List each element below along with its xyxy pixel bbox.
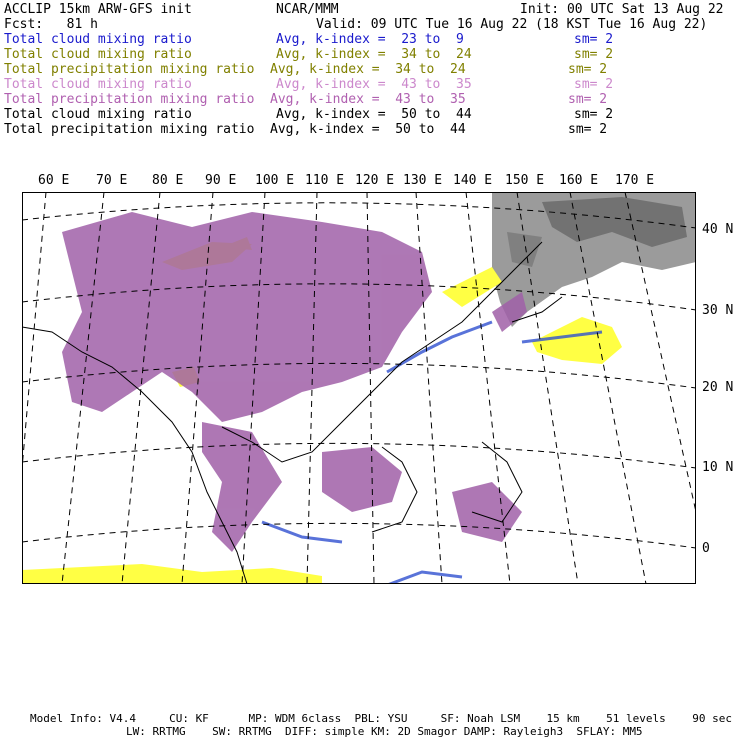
field-avg: Avg, k-index = 34 to 24 [270, 62, 466, 77]
lon-label: 170 E [615, 173, 655, 188]
field-avg: Avg, k-index = 23 to 9 [276, 32, 464, 47]
field-sm: sm= 2 [574, 32, 614, 47]
field-name: Total precipitation mixing ratio [4, 62, 255, 77]
lat-label: 20 N [702, 380, 734, 395]
field-name: Total precipitation mixing ratio [4, 122, 255, 137]
field-name: Total cloud mixing ratio [4, 47, 192, 62]
forecast-hour: Fcst: 81 h [4, 17, 98, 32]
forecast-map [22, 192, 696, 584]
field-sm: sm= 2 [568, 122, 608, 137]
lat-label: 40 N [702, 222, 734, 237]
valid-time: Valid: 09 UTC Tue 16 Aug 22 (18 KST Tue 16 Aug 22) [316, 17, 708, 32]
lon-label: 130 E [403, 173, 443, 188]
field-avg: Avg, k-index = 43 to 35 [276, 77, 472, 92]
field-name: Total cloud mixing ratio [4, 77, 192, 92]
model-info: Model Info: V4.4 CU: KF MP: WDM 6class PBL: YSU SF: Noah LSM 15 km 51 levels 90 sec [30, 712, 732, 725]
field-sm: sm= 2 [574, 107, 614, 122]
field-sm: sm= 2 [574, 77, 614, 92]
model-title: ACCLIP 15km ARW-GFS init [4, 2, 192, 17]
lon-label: 70 E [96, 173, 128, 188]
physics-info: LW: RRTMG SW: RRTMG DIFF: simple KM: 2D Smagor DAMP: Rayleigh3 SFLAY: MM5 [126, 725, 643, 738]
lat-label: 30 N [702, 303, 734, 318]
field-sm: sm= 2 [568, 92, 608, 107]
org-label: NCAR/MMM [276, 2, 339, 17]
lon-label: 160 E [559, 173, 599, 188]
lon-label: 150 E [505, 173, 545, 188]
field-name: Total cloud mixing ratio [4, 107, 192, 122]
field-sm: sm= 2 [574, 47, 614, 62]
lat-label: 0 [702, 541, 710, 556]
field-sm: sm= 2 [568, 62, 608, 77]
lon-label: 140 E [453, 173, 493, 188]
lon-label: 100 E [255, 173, 295, 188]
field-avg: Avg, k-index = 43 to 35 [270, 92, 466, 107]
init-time: Init: 00 UTC Sat 13 Aug 22 [520, 2, 724, 17]
field-avg: Avg, k-index = 34 to 24 [276, 47, 472, 62]
lat-label: 10 N [702, 460, 734, 475]
field-avg: Avg, k-index = 50 to 44 [276, 107, 472, 122]
field-avg: Avg, k-index = 50 to 44 [270, 122, 466, 137]
field-name: Total cloud mixing ratio [4, 32, 192, 47]
field-name: Total precipitation mixing ratio [4, 92, 255, 107]
lon-label: 80 E [152, 173, 184, 188]
lon-label: 120 E [355, 173, 395, 188]
lon-label: 60 E [38, 173, 70, 188]
lon-label: 110 E [305, 173, 345, 188]
lon-label: 90 E [205, 173, 237, 188]
